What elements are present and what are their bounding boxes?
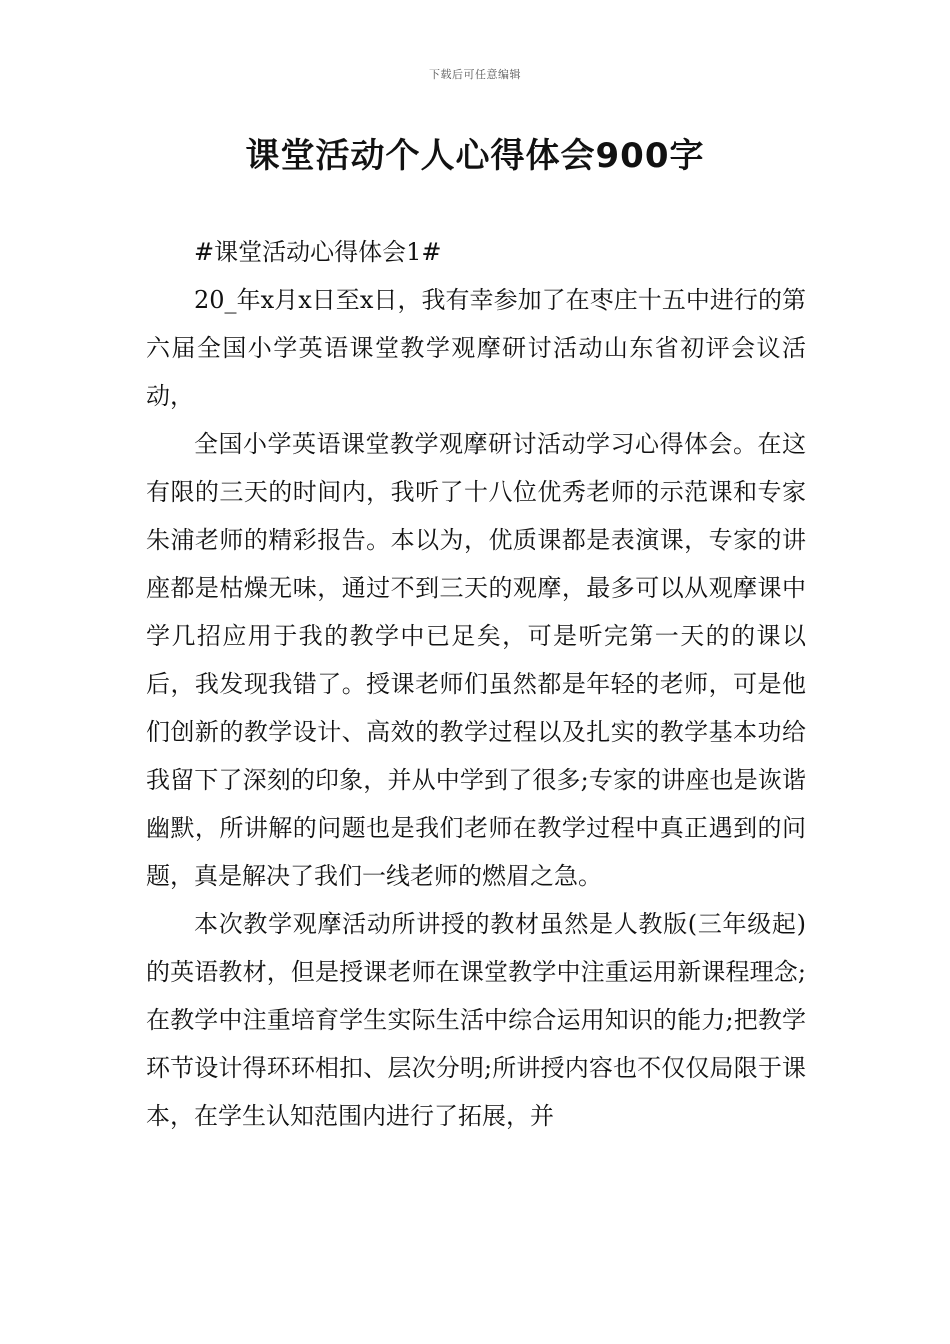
header-note: 下载后可任意编辑: [429, 68, 521, 81]
paragraph-1: 20_年x月x日至x日，我有幸参加了在枣庄十五中进行的第六届全国小学英语课堂教学观摩研讨活动山东省初评会议活动，: [146, 286, 806, 410]
section-heading: #课堂活动心得体会1#: [194, 238, 442, 266]
paragraph-2: 全国小学英语课堂教学观摩研讨活动学习心得体会。在这有限的三天的时间内，我听了十八位优秀老师的示范课和专家朱浦老师的精彩报告。本以为，优质课都是表演课，专家的讲座都是枯燥无味，通过不到三天的观摩，最多可以从观摩课中学几招应用于我的教学中已足矣，可是听完第一天的的课以后，我发现我错了。授课老师们虽然都是年轻的老师，可是他们创新的教学设计、高效的教学过程以及扎实的教学基本功给我留下了深刻的印象，并从中学到了很多;专家的讲座也是诙谐幽默，所讲解的问题也是我们老师在教学过程中真正遇到的问题，真是解决了我们一线老师的燃眉之急。: [146, 430, 806, 890]
document-title: 课堂活动个人心得体会900字: [245, 136, 705, 176]
document-body: [146, 228, 806, 1140]
paragraph-3: 本次教学观摩活动所讲授的教材虽然是人教版(三年级起)的英语教材，但是授课老师在课堂教学中注重运用新课程理念;在教学中注重培育学生实际生活中综合运用知识的能力;把教学环节设计得环环相扣、层次分明;所讲授内容也不仅仅局限于课本，在学生认知范围内进行了拓展，并: [146, 910, 806, 1130]
